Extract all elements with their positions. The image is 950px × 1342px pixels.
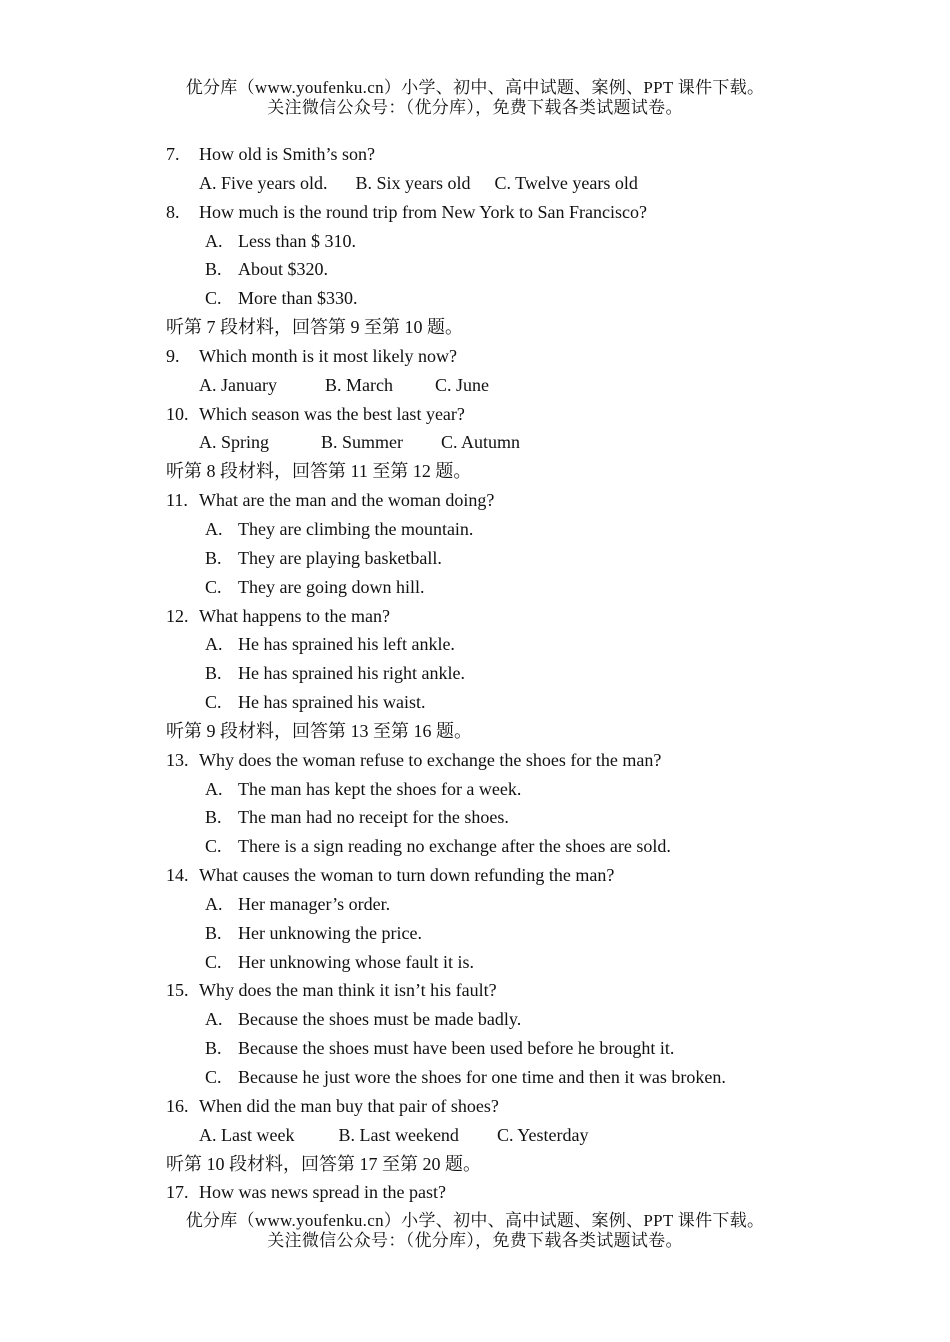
option-text: He has sprained his waist.	[238, 692, 426, 713]
question-text: What causes the woman to turn down refunding the man?	[199, 865, 615, 886]
option-a	[0, 515, 950, 544]
page-header	[0, 78, 950, 118]
option-letter: C.	[205, 692, 222, 713]
question-number: 7.	[166, 144, 180, 164]
option-letter: A.	[205, 230, 223, 251]
option-text: He has sprained his right ankle.	[238, 663, 465, 684]
question-text: Which month is it most likely now?	[199, 345, 457, 366]
question-10-options	[0, 428, 950, 457]
question-7	[0, 140, 950, 169]
option-text: Because the shoes must be made badly.	[238, 1009, 522, 1030]
question-7-options	[0, 169, 950, 198]
option-c: C. Yesterday	[496, 1124, 589, 1145]
question-12	[0, 602, 950, 631]
option-c	[0, 1063, 950, 1092]
option-text: About $320.	[238, 259, 328, 280]
header-line-1: 优分库（www.youfenku.cn）小学、初中、高中试题、案例、PPT 课件下载。	[185, 78, 765, 97]
option-a: A. Last week	[199, 1124, 295, 1145]
option-b	[0, 1034, 950, 1063]
question-number: 12.	[166, 605, 189, 626]
question-number: 14.	[166, 865, 189, 886]
option-letter: A.	[205, 778, 223, 799]
option-a	[0, 1005, 950, 1034]
question-number: 11.	[166, 490, 188, 511]
option-b: B. Summer	[321, 432, 404, 453]
question-8	[0, 198, 950, 227]
question-text: Why does the man think it isn’t his fault?	[199, 980, 497, 1001]
option-text: Because the shoes must have been used before he brought it.	[238, 1038, 675, 1059]
option-letter: B.	[205, 663, 222, 684]
option-text: More than $330.	[238, 288, 358, 309]
option-text: Her unknowing whose fault it is.	[238, 951, 474, 972]
option-letter: C.	[205, 951, 222, 972]
option-letter: C.	[205, 288, 222, 309]
option-a	[0, 227, 950, 256]
option-text: They are playing basketball.	[238, 547, 442, 568]
option-c: C. Autumn	[441, 432, 521, 453]
option-b: B. March	[324, 374, 393, 395]
option-b	[0, 255, 950, 284]
option-text: They are climbing the mountain.	[238, 518, 474, 539]
option-text: Her unknowing the price.	[238, 922, 422, 943]
header-line-2: 关注微信公众号：（优分库），免费下载各类试题试卷。	[267, 98, 683, 117]
question-number: 9.	[166, 345, 180, 366]
question-9	[0, 342, 950, 371]
option-b: B. Six years old	[355, 172, 471, 193]
section-instruction-9	[0, 717, 950, 746]
option-letter: C.	[205, 576, 222, 597]
option-a	[0, 630, 950, 659]
option-letter: B.	[205, 922, 222, 943]
option-letter: C.	[205, 836, 222, 857]
option-letter: B.	[205, 807, 222, 828]
option-letter: C.	[205, 1067, 222, 1087]
question-13	[0, 746, 950, 775]
question-text: Which season was the best last year?	[199, 403, 465, 424]
option-letter: B.	[205, 259, 222, 280]
option-c: C. Twelve years old	[494, 172, 638, 193]
question-17	[0, 1178, 950, 1207]
question-number: 16.	[166, 1095, 189, 1116]
option-letter: A.	[205, 1009, 223, 1030]
section-instruction-8	[0, 457, 950, 486]
question-text: How much is the round trip from New York to San Francisco?	[199, 201, 647, 222]
section-instruction-7	[0, 313, 950, 342]
option-text: Because he just wore the shoes for one time and then it was broken.	[238, 1067, 726, 1087]
option-text: Less than $ 310.	[238, 230, 356, 251]
question-9-options	[0, 371, 950, 400]
question-11	[0, 486, 950, 515]
option-a	[0, 775, 950, 804]
option-c	[0, 688, 950, 717]
option-letter: B.	[205, 1038, 222, 1059]
question-text: How old is Smith’s son?	[199, 144, 376, 164]
section-text: 听第 8 段材料，回答第 11 至第 12 题。	[166, 461, 472, 482]
option-c	[0, 573, 950, 602]
section-text: 听第 10 段材料，回答第 17 至第 20 题。	[166, 1153, 481, 1174]
option-letter: A.	[205, 518, 223, 539]
option-letter: B.	[205, 547, 222, 568]
option-a: A. January	[199, 374, 277, 395]
section-instruction-10	[0, 1150, 950, 1179]
question-text: Why does the woman refuse to exchange the shoes for the man?	[199, 749, 662, 770]
option-text: The man has kept the shoes for a week.	[238, 778, 522, 799]
option-b	[0, 803, 950, 832]
option-c	[0, 948, 950, 977]
section-text: 听第 9 段材料，回答第 13 至第 16 题。	[166, 720, 472, 741]
option-c: C. June	[434, 374, 489, 395]
option-text: He has sprained his left ankle.	[238, 634, 455, 655]
option-a	[0, 890, 950, 919]
page-footer	[0, 1211, 950, 1251]
option-c	[0, 284, 950, 313]
option-c	[0, 832, 950, 861]
question-14	[0, 861, 950, 890]
question-text: What happens to the man?	[199, 605, 390, 626]
section-text: 听第 7 段材料，回答第 9 至第 10 题。	[166, 317, 463, 338]
question-text: What are the man and the woman doing?	[199, 490, 495, 511]
question-number: 8.	[166, 201, 180, 222]
question-list	[0, 140, 950, 1207]
option-text: They are going down hill.	[238, 576, 425, 597]
option-text: Her manager’s order.	[238, 893, 391, 914]
question-16-options	[0, 1121, 950, 1150]
option-letter: A.	[205, 893, 223, 914]
option-a: A. Spring	[199, 432, 270, 453]
question-text: When did the man buy that pair of shoes?	[199, 1095, 499, 1116]
option-text: The man had no receipt for the shoes.	[238, 807, 509, 828]
question-number: 10.	[166, 403, 189, 424]
option-letter: A.	[205, 634, 223, 655]
option-b	[0, 659, 950, 688]
question-number: 17.	[166, 1182, 189, 1203]
footer-line-2: 关注微信公众号：（优分库），免费下载各类试题试卷。	[267, 1231, 683, 1250]
question-number: 15.	[166, 980, 189, 1001]
question-text: How was news spread in the past?	[199, 1182, 446, 1203]
question-10	[0, 400, 950, 429]
option-b	[0, 544, 950, 573]
footer-line-1: 优分库（www.youfenku.cn）小学、初中、高中试题、案例、PPT 课件下载。	[185, 1211, 765, 1230]
question-15	[0, 976, 950, 1005]
option-b: B. Last weekend	[338, 1124, 459, 1145]
option-text: There is a sign reading no exchange after the shoes are sold.	[238, 836, 671, 857]
option-b	[0, 919, 950, 948]
option-a: A. Five years old.	[199, 172, 328, 193]
question-number: 13.	[166, 749, 189, 770]
question-16	[0, 1092, 950, 1121]
